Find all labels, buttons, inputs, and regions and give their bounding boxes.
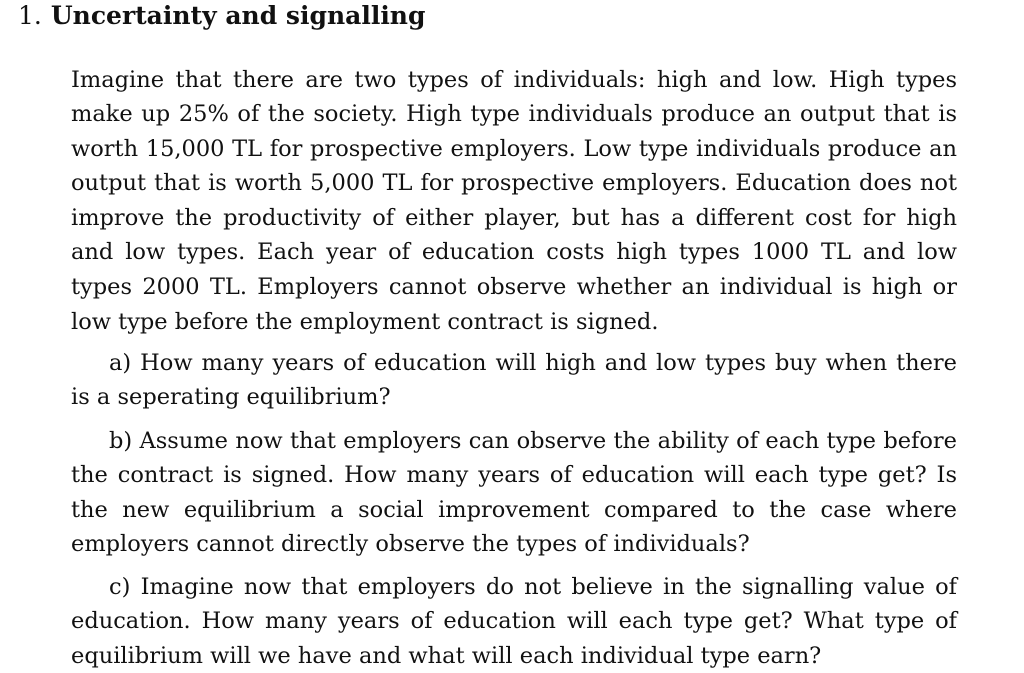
question-c: c) Imagine now that employers do not believe in the signalling value of education. How many years of education will each type get? What type of equilibrium will we have and what will each individual type earn?	[71, 570, 957, 673]
section-heading	[18, 1, 425, 31]
question-b: b) Assume now that employers can observe the ability of each type before the contract is signed. How many years of education will each type get? Is the new equilibrium a social improvement compared to the case where employers cannot directly observe the types of individuals?	[71, 424, 957, 562]
section-title: Uncertainty and signalling	[51, 1, 426, 30]
intro-paragraph: Imagine that there are two types of individuals: high and low. High types make up 25% of the society. High type individuals produce an output that is worth 15,000 TL for prospective employers. Low type individuals produce an output that is worth 5,000 TL for prospective employers. Education does not improve the productivity of either player, but has a different cost for high and low types. Each year of education costs high types 1000 TL and low types 2000 TL. Employers cannot observe whether an individual is high or low type before the employment contract is signed.	[71, 63, 957, 340]
question-a: a) How many years of education will high and low types buy when there is a seperating equilibrium?	[71, 346, 957, 415]
section-number: 1.	[18, 1, 42, 30]
